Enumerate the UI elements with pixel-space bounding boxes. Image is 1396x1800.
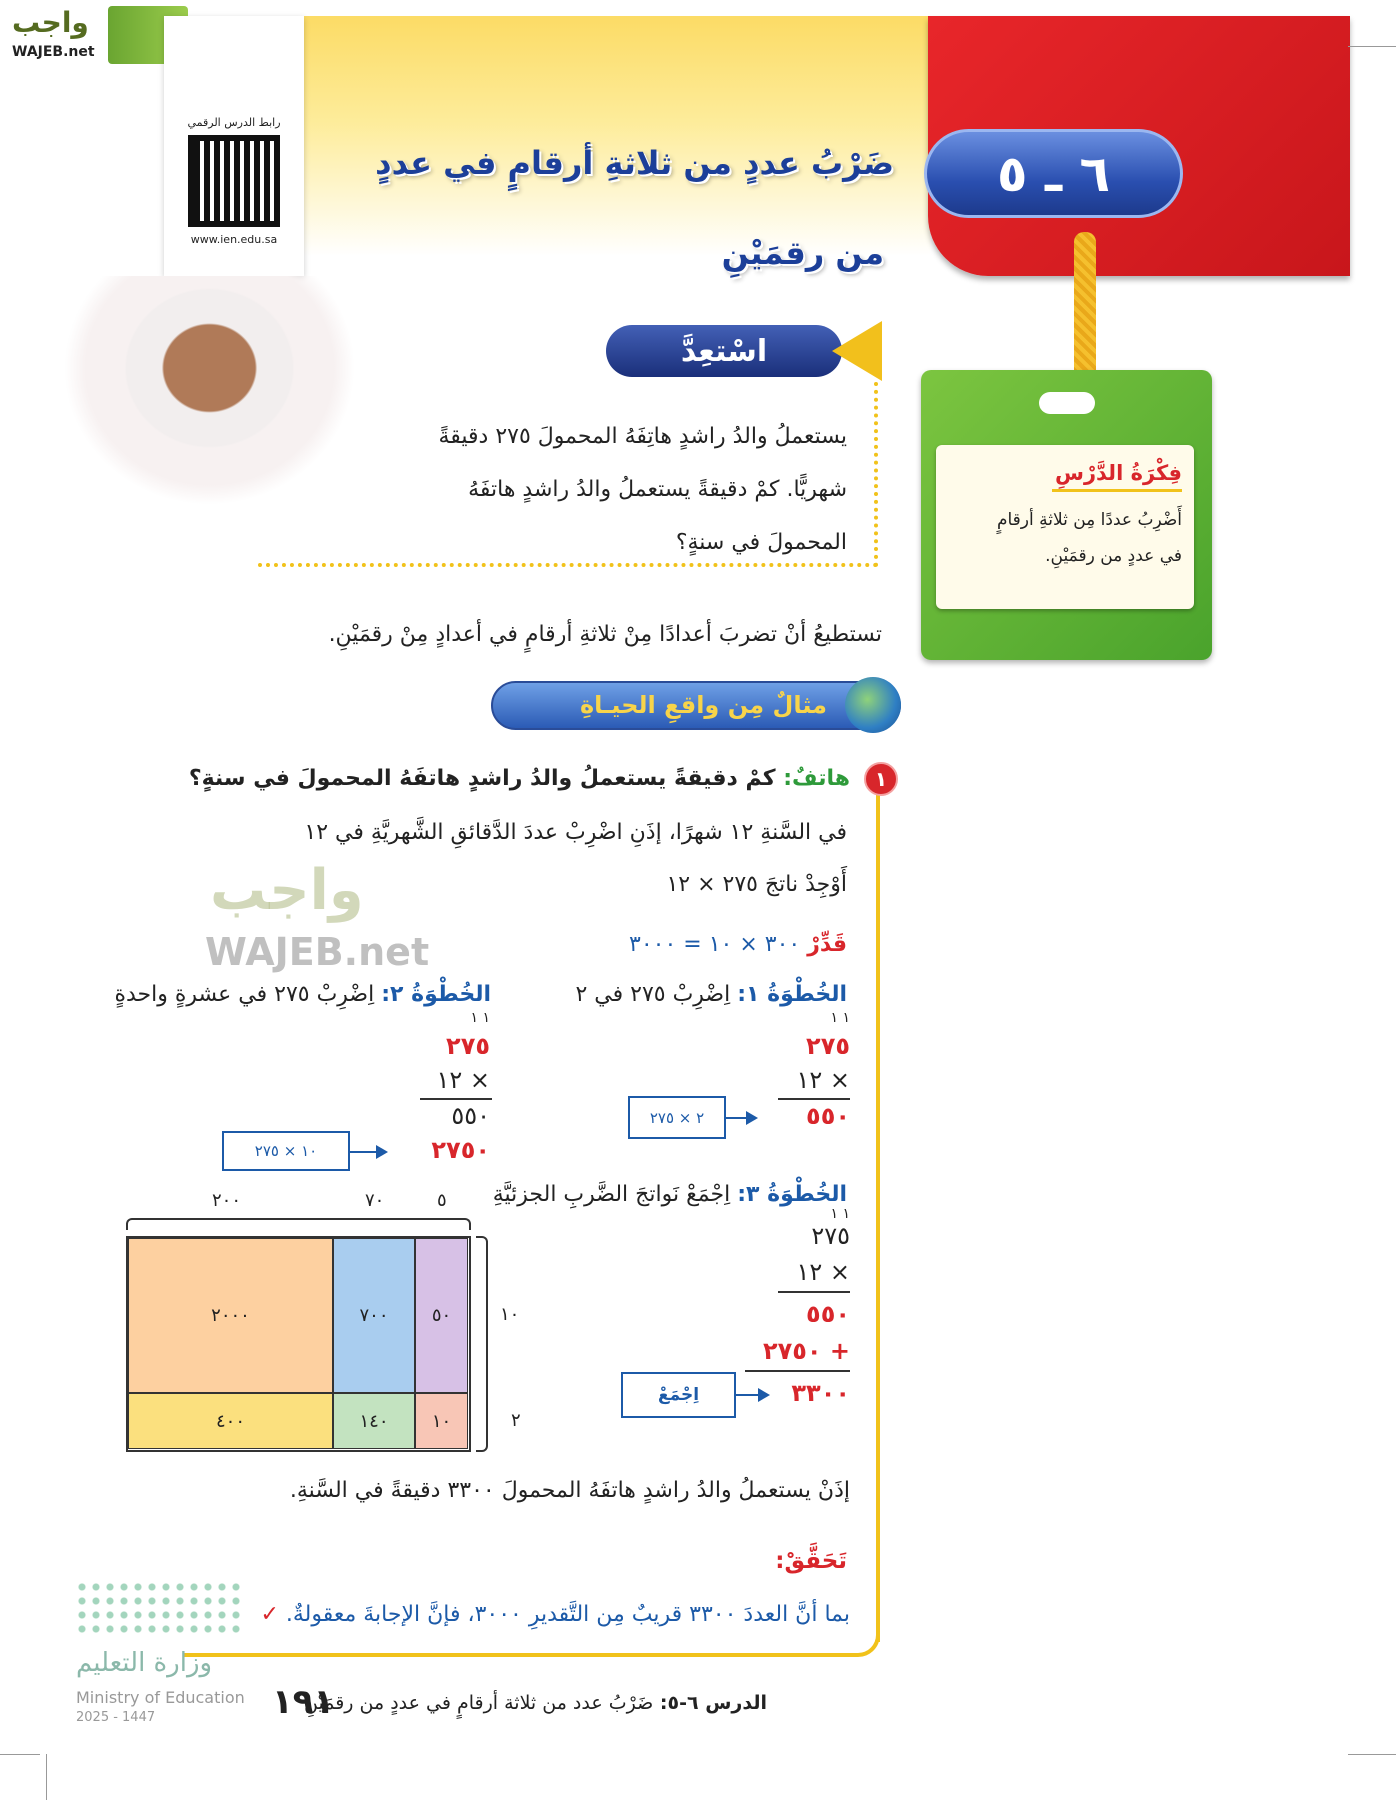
arrow-icon [726,1117,754,1119]
crop-mark [1348,46,1396,47]
lesson-number-badge: ٦ ـ ٥ [924,129,1183,218]
example-line2: في السَّنةِ ١٢ شهرًا، إذَنِ اضْرِبْ عددَ الدَّقائقِ الشَّهريَّةِ في ١٢ [304,820,847,845]
area-cell: ١٠ [415,1393,468,1449]
wajeb-logo: واجب WAJEB.net [8,6,188,66]
crop-mark [1348,1754,1396,1755]
ready-header: اسْتعِدَّ [606,321,882,382]
step3-carry: ١ ١ [830,1206,850,1222]
step3-note-box: اِجْمَعْ [621,1372,736,1418]
ministry-name: وزارة التعليم [76,1648,213,1678]
step1-result: ٥٥٠ [806,1102,850,1130]
lesson-title-line1: ضَرْبُ عددٍ من ثلاثةِ أرقامٍ في عددٍ [375,144,894,182]
step3-result: ٣٣٠٠ [791,1379,850,1407]
step2-result: ٢٧٥٠ [431,1136,490,1164]
watermark: واجب [210,858,364,923]
step3-mult: × ١٢ [796,1258,850,1286]
triangle-icon [832,321,882,381]
watermark-latin: WAJEB.net [205,930,430,974]
step3-top: ٢٧٥ [811,1222,850,1250]
col-label: ٢٠٠ [212,1190,242,1211]
objective: تستطيعُ أنْ تضربَ أعدادًا مِنْ ثلاثةِ أرقامٍ في أعدادٍ مِنْ رقمَيْنِ. [328,622,882,647]
check-text: بما أنَّ العددَ ٣٣٠٠ قريبٌ مِن التَّقديرِ ٣٠٠٠، فإنَّ الإجابةَ معقولةٌ. ✓ [260,1602,850,1627]
ministry-dots-icon [75,1580,245,1636]
row-label: ١٠ [500,1304,520,1325]
divider [778,1098,850,1100]
globe-icon [845,677,901,733]
step1-note-box: ٢ × ٢٧٥ [628,1096,726,1139]
step2-carry: ١ ١ [470,1010,490,1026]
step1-carry: ١ ١ [830,1010,850,1026]
step1-mult: × ١٢ [796,1066,850,1094]
area-cell: ٤٠٠ [128,1393,333,1449]
col-label: ٧٠ [365,1190,385,1211]
arrow-icon [736,1394,766,1396]
area-cell: ٢٠٠٠ [128,1238,333,1393]
step1-top: ٢٧٥ [806,1032,850,1060]
qr-label: رابط الدرس الرقمي [187,116,281,129]
right-brace [476,1236,488,1452]
step2-partial: ٥٥٠ [451,1102,490,1130]
example-line3: أَوْجِدْ ناتجَ ٢٧٥ × ١٢ [666,872,847,897]
row-label: ٢ [511,1410,521,1431]
step2-top: ٢٧٥ [446,1032,490,1060]
estimate: قَدِّرْ ٣٠٠ × ١٠ = ٣٠٠٠ [629,932,847,957]
footer-lesson: الدرس ٦-٥: ضَرْبُ عدد من ثلاثة أرقامٍ في عددٍ من رقمَيْنِ [304,1692,767,1714]
crop-mark [0,1754,40,1755]
top-brace [126,1218,471,1230]
step1-heading: الخُطْوَةُ ١: اِضْرِبْ ٢٧٥ في ٢ [575,982,847,1007]
arrow-icon [350,1151,384,1153]
conclusion: إذَنْ يستعملُ والدُ راشدٍ هاتفَهُ المحمولَ ٣٣٠٠ دقيقةً في السَّنةِ. [289,1478,850,1503]
lesson-title-line2: من رقمَيْنِ [721,234,884,272]
example-number-badge: ١ [864,762,898,796]
step3-partial1: ٥٥٠ [806,1300,850,1328]
checkmark-icon: ✓ [260,1602,279,1627]
step2-note-box: ١٠ × ٢٧٥ [222,1131,350,1171]
step3-heading: الخُطْوَةُ ٣: اِجْمَعْ نَواتجَ الضَّربِ الجزئيَّةِ [492,1182,847,1207]
real-life-header: مثالٌ مِن واقعِ الحيـاةِ [491,681,901,730]
area-cell: ٧٠٠ [333,1238,415,1393]
step2-heading: الخُطْوَةُ ٢: اِضْرِبْ ٢٧٥ في عشرةٍ واحدةٍ [114,982,491,1007]
area-cell: ١٤٠ [333,1393,415,1449]
qr-card[interactable] [164,16,304,276]
divider [778,1291,850,1293]
step2-mult: × ١٢ [436,1066,490,1094]
check-label: تَحَقَّقْ: [775,1548,847,1574]
divider [420,1098,492,1100]
lesson-idea-inner: فِكْرَةُ الدَّرْسِ أَضْرِبُ عددًا مِن ثلاثةِ أرقامٍ في عددٍ من رقمَيْنِ. [936,445,1194,609]
qr-code-icon[interactable] [188,135,280,227]
area-cell: ٥٠ [415,1238,468,1393]
qr-url[interactable]: www.ien.edu.sa [190,233,278,246]
area-model [126,1236,471,1452]
divider [745,1370,850,1372]
page-number: ١٩١ [272,1682,335,1722]
ministry-english: Ministry of Education [76,1688,245,1707]
example-question: هاتفٌ: كمْ دقيقةً يستعملُ والدُ راشدٍ هاتفَهُ المحمولَ في سنةٍ؟ [188,766,850,791]
ministry-year: 2025 - 1447 [76,1710,156,1725]
example-border [876,792,880,1642]
ready-text: يستعملُ والدُ راشدٍ هاتِفَهُ المحمولَ ٢٧٥ دقيقةً شهريًّا. كمْ دقيقةً يستعملُ والدُ راشدٍ هاتفَهُ المحمولَ في سنةٍ؟ [438,424,847,555]
crop-mark [46,1754,47,1800]
step3-partial2: + ٢٧٥٠ [762,1337,850,1365]
col-label: ٥ [437,1190,447,1211]
